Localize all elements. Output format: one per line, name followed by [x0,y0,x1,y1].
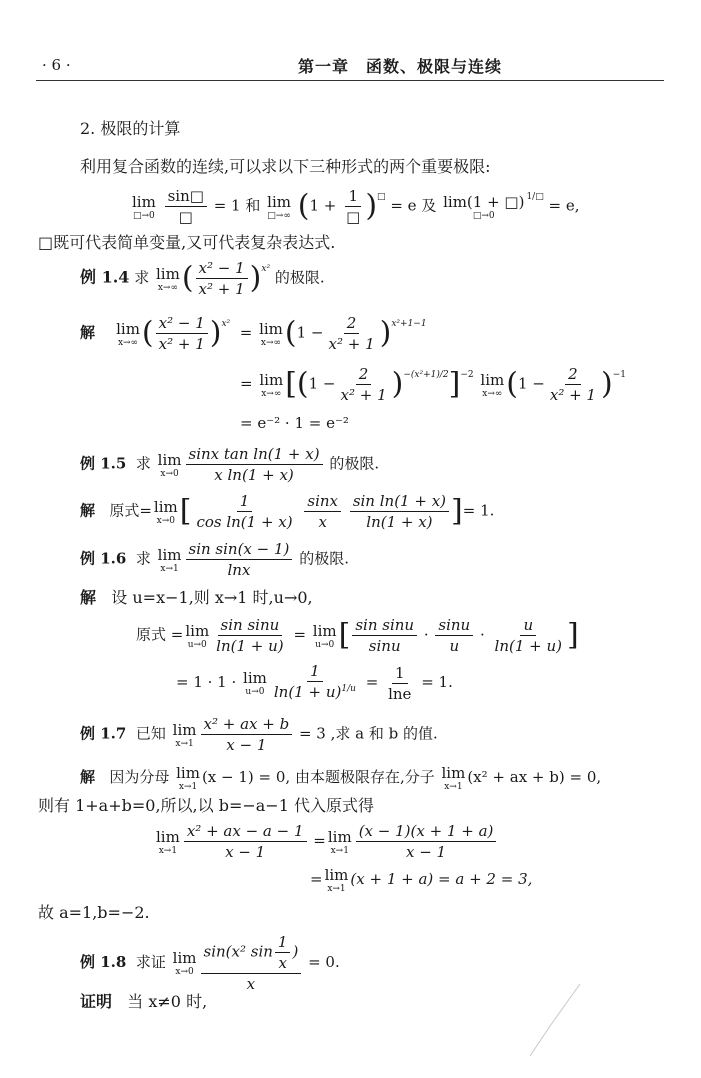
limit-operator: lim □→0 [132,192,156,221]
pencil-mark [520,980,590,1060]
page-header [36,52,664,78]
page-number: · 6 · [42,56,71,74]
intro-paragraph: 利用复合函数的连续,可以求以下三种形式的两个重要极限: [80,157,491,176]
limit-operator: lim □→∞ [267,192,291,221]
section-title: 2. 极限的计算 [80,119,181,138]
equals-e-end: = e, [548,196,580,215]
example-1-8: 例 1.8 求证 lim x→0 sin(x² sin $\frac{1}{x}$ ) x = 0. [80,933,340,993]
example-1-4-solution-line-2: = lim x→∞ [(1 − $\frac{2}{\text{x² + 1}}$ )$^{-(x^2+1)/2}$]$^{-2}$ lim x→∞ (1 − $\frac{2}{\text{x² + 1}}$ )$^{-1}$ [240,365,626,404]
limit-operator: lim(1 + □) □→0 [443,192,525,221]
example-1-8-proof-intro: 证明 当 x≠0 时, [80,992,208,1011]
example-1-6-solution-intro: 解 设 u=x−1,则 x→1 时,u→0, [80,588,313,607]
example-1-7-solution-line-2: 则有 1+a+b=0,所以,以 b=−a−1 代入原式得 [38,796,374,815]
example-1-6-line-1: 原式 = lim u→0 $\frac{\text{sin sinu}}{\ln(1 + u)}$ = lim u→0 [ $\frac{\text{sin sinu}}{\sin u}$ · $\frac{\sin u}{u}$ · $\frac{u}{\ln(1 + u)}$ ] [136,616,579,655]
example-label: 例 1.4 [80,267,130,287]
header-rule [36,80,664,81]
example-1-7-derivation-1: lim x→1 $\frac{\text{x² + ax − a − 1}}{x - 1}$ = lim x→1 $\frac{(x - 1)(x + 1 + a)}{x - 1}$ [154,822,498,861]
example-1-6: 例 1.6 求 lim x→1 $\frac{\text{sin sin(x − 1)}}{\ln x}$ 的极限. [80,540,349,579]
example-1-5: 例 1.5 求 lim x→0 $\frac{\text{sinx tan ln(1 + x)}}{\text{x ln(1 + x)}}$ 的极限. [80,445,380,484]
solution-label: 解 [80,323,96,342]
example-1-4-solution-line-1: 解 lim x→∞ ( $\frac{\text{x² − 1}}{\text{x² + 1}}$ )$^{x^2}$ = lim x→∞ (1 − $\frac{2}{\text{x² + 1}}$ )$^{x^2+1-1}$ [80,314,427,353]
example-1-4: 例 1.4 求 lim x→∞ ( $\frac{\text{x² − 1}}{\text{x² + 1}}$ )$^{x^2}$ 的极限. [80,259,325,298]
example-1-7-derivation-2: = lim x→1 (x + 1 + a) = a + 2 = 3, [310,866,533,894]
sin-box-fraction: $\frac{\sin□}{□}$ [165,187,207,226]
equals-e-and: = e 及 [390,196,437,215]
example-1-7: 例 1.7 已知 lim x→1 $\frac{\text{x² + ax + b}}{x - 1}$ = 3 ,求 a 和 b 的值. [80,715,438,754]
example-1-4-result: = e⁻² · 1 = e⁻² [240,414,349,432]
example-1-6-line-2: = 1 · 1 · lim u→0 $\frac{1}{\ln(1 + u)^{1/u}}$ = $\frac{1}{\ln e}$ = 1. [176,662,453,703]
example-1-5-solution: 解 原式= lim x→0 [ $\frac{1}{\text{cos ln(1 + x)}}$ $\frac{\sin x}{x}$ $\frac{\text{sin ln(1 + x)}}{\ln(1 + x)}$ ]= 1. [80,492,495,531]
example-1-7-result: 故 a=1,b=−2. [38,903,150,922]
example-1-7-solution-line-1: 解 因为分母 lim x→1 (x − 1) = 0, 由本题极限存在,分子 lim x→1 (x² + ax + b) = 0, [80,764,602,792]
equals-one-and: = 1 和 [213,196,261,215]
important-limits-formula: lim □→0 $\frac{\sin□}{□}$ = 1 和 lim □→∞ (1 + $\frac{1}{□}$ )□ = e 及 lim(1 + □) □→0 $^{1/□}$ = e, [132,187,580,226]
box-note: □既可代表简单变量,又可代表复杂表达式. [38,233,336,252]
chapter-title: 第一章 函数、极限与连续 [298,57,503,76]
one-over-box: $\frac{1}{□}$ [346,187,361,226]
